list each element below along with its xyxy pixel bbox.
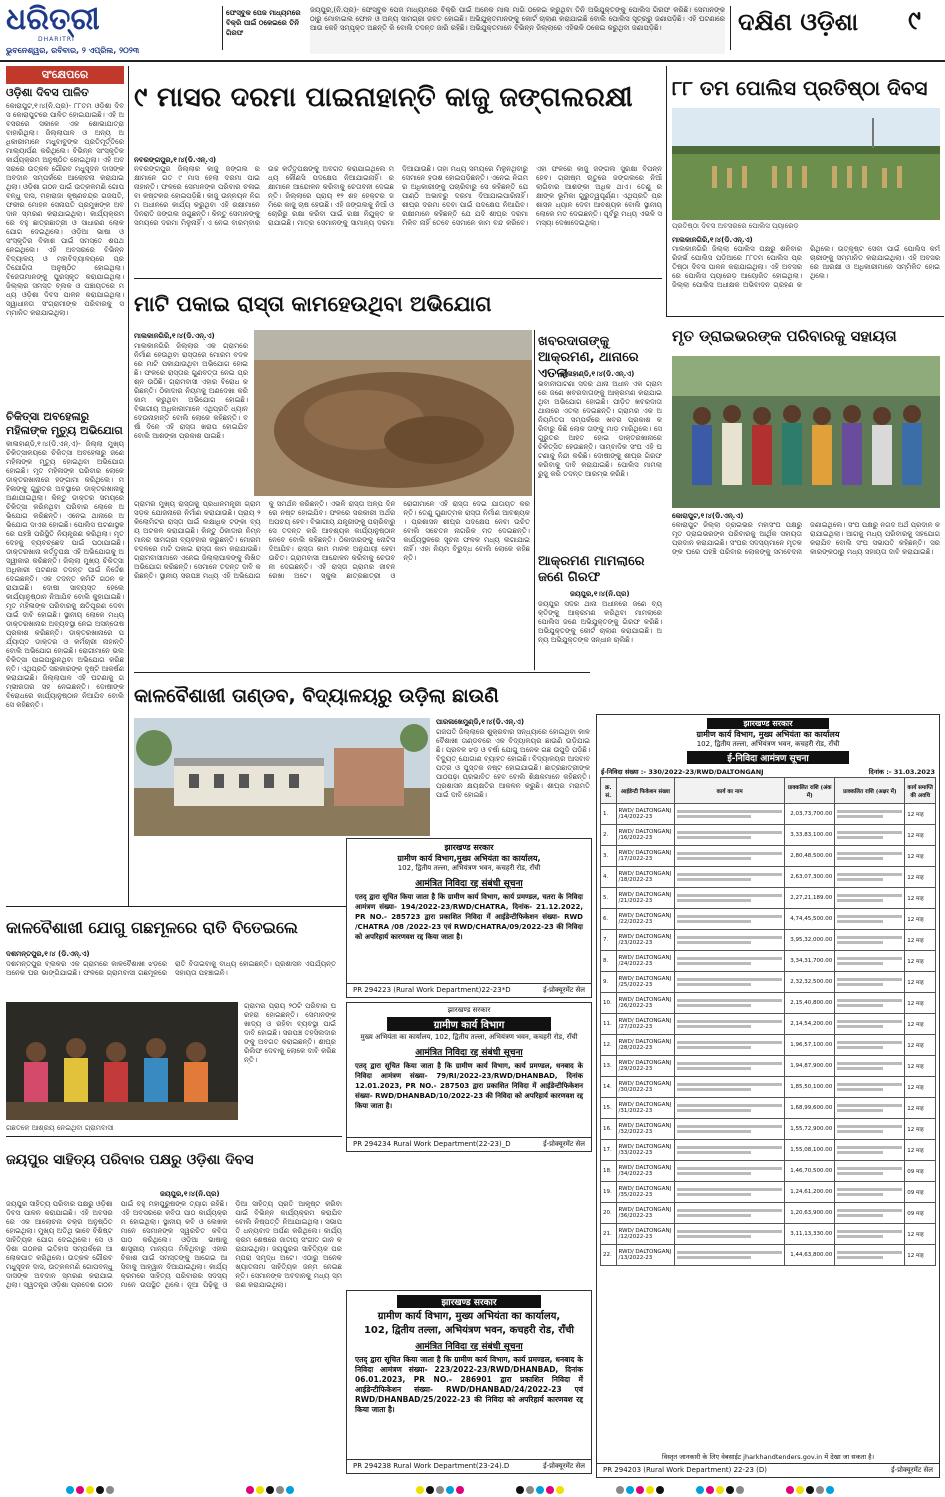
registration-dot [526, 1486, 534, 1494]
table-cell: 5. [601, 888, 617, 909]
table-cell [675, 825, 785, 846]
table-cell [675, 1119, 785, 1140]
table-cell: 2,32,32,500.00 [785, 972, 835, 993]
tender-table [600, 777, 936, 1266]
table-cell: 19. [601, 1182, 617, 1203]
table-cell [675, 1098, 785, 1119]
table-cell: 20. [601, 1203, 617, 1224]
arrest-headline[interactable]: ଆକ୍ରମଣ ମାମଲାରେ ଜଣେ ଗିରଫ [538, 554, 645, 585]
tender3-addr: 102, द्वितीय तल्ला, अभियंत्रण भवन, कचहरी रोड, राँची [363, 1325, 575, 1336]
table-header-cell: कार्य का नाम [675, 778, 785, 804]
police-body: ମାଲକାନଗିରି ଜିଲ୍ଲା ପୋଲିସ ପକ୍ଷରୁ ଶନିବାର ରିଜର୍ଭ ପୋଲିସ ପଡ଼ିଆରେ ୮୮ତମ ପୋଲିସ ପ୍ରତିଷ୍ଠା ଦିବସ ପାଳନ କରାଯାଇଥିଲା। ଏହି ଅବସରରେ ପୋଲିସ ପ୍ୟାରେଡ଼ ଆୟୋଜିତ ହୋଇଥିଲା। ଜିଲ୍ଲା ପୋଲିସ ଅଧୀକ୍ଷକ ଅଭିବାଦନ ଗ୍ରହଣ କରିଥିଲେ। ଉତ୍କୃଷ୍ଟ ସେବା ପାଇଁ ପୋଲିସ କର୍ମଚାରୀଙ୍କୁ ସମ୍ମାନିତ କରାଯାଇଥିଲା। ଏହି ଅବସରରେ ଆରକ୍ଷୀ ଓ ଅଧିକାରୀମାନେ ସମ୍ମିଳିତ ହୋଇଥିଲେ। [672, 245, 940, 289]
table-cell: 09 माह [905, 1161, 936, 1182]
table-cell [675, 1077, 785, 1098]
sidebar-label: ସଂକ୍ଷେପରେ [6, 66, 124, 84]
table-header-cell: आईडेन्टी फिकेशन संख्या [616, 778, 675, 804]
table-cell: 13. [601, 1056, 617, 1077]
tender2-title: आमंत्रित निविदा रद्द संबंधी सूचना [415, 1048, 523, 1058]
table-cell: 3,95,32,000.00 [785, 930, 835, 951]
table-cell: 1,44,63,800.00 [785, 1245, 835, 1266]
section-title: ଦକ୍ଷିଣ ଓଡ଼ିଶା [738, 8, 859, 36]
big-dept: ग्रामीण कार्य विभाग, मुख्य अभियंता का कार्यालय [696, 730, 840, 739]
table-cell: 2,80,48,500.00 [785, 846, 835, 867]
tender2-dept: ग्रामीण कार्य विभाग [387, 1017, 551, 1031]
table-cell: 12 माह [905, 804, 936, 825]
table-cell [835, 930, 905, 951]
table-row [601, 1161, 936, 1182]
registration-dot [786, 1486, 794, 1494]
tender1-dept: ग्रामीण कार्य विभाग,मुख्य अभियंता का कार्यालय, [397, 854, 541, 863]
table-cell [675, 951, 785, 972]
table-cell: 4. [601, 867, 617, 888]
table-cell: 12 माह [905, 951, 936, 972]
table-header-cell: प्राक्कलित राशि (अंक में) [785, 778, 835, 804]
table-cell [675, 804, 785, 825]
table-cell: 4,74,45,500.00 [785, 909, 835, 930]
table-cell: 12 माह [905, 1035, 936, 1056]
table-cell: 6. [601, 909, 617, 930]
table-cell: 8. [601, 951, 617, 972]
table-cell [835, 1119, 905, 1140]
table-cell: 9. [601, 972, 617, 993]
table-cell: 1,85,50,100.00 [785, 1077, 835, 1098]
table-cell [675, 993, 785, 1014]
table-cell: 12 माह [905, 1056, 936, 1077]
table-cell: 12 माह [905, 972, 936, 993]
sidebar-item2-body: କାଳାହାଣ୍ଡି,୧।୪(ଡି.ଏନ୍.ଏ)- ଜିଲ୍ଲା ମୁଖ୍ୟ ଚିକିତ୍ସାଳୟରେ ଚିକିତ୍ସା ଅବହେଳାରୁ ଜଣେ ମହିଳାଙ୍କ ମୃତ୍ୟୁ ହୋଇଥିବା ଅଭିଯୋଗ ହୋଇଛି। ମୃତ ମହିଳାଙ୍କ ପରିବାର ଲୋକେ ଡାକ୍ତରଖାନାରେ ହଙ୍ଗାମା କରିଥିଲେ। ମହିଳାଙ୍କୁ ଗୁରୁତର ଅବସ୍ଥାରେ ଡାକ୍ତରଖାନାକୁ ଅଣାଯାଇଥିଲା। କିନ୍ତୁ ଡାକ୍ତର ସମୟରେ ଚିକିତ୍ସା କରିନଥିବା ପରିବାର ଲୋକେ ଅଭିଯୋଗ କରିଛନ୍ତି। ଏନେଇ ଥାନାରେ ଅଭିଯୋଗ ଦାଏର ହୋଇଛି। ପୋଲିସ ଘଟଣାସ୍ଥଳରେ ପହଞ୍ଚି ପରିସ୍ଥିତି ନିୟନ୍ତ୍ରଣ କରିଥିଲା। ମୃତଦେହକୁ ବ୍ୟବଚ୍ଛେଦ ପାଇଁ ପଠାଯାଇଛି। ଡାକ୍ତରଖାନା କର୍ତ୍ତୃପକ୍ଷ ଏହି ଅଭିଯୋଗକୁ ଅସ୍ୱୀକାର କରିଛନ୍ତି। ଜିଲ୍ଲା ମୁଖ୍ୟ ଚିକିତ୍ସା ଅଧିକାରୀ ଘଟଣାର ତଦନ୍ତ ପାଇଁ ନିର୍ଦ୍ଦେଶ ଦେଇଛନ୍ତି। ଏକ ତଦନ୍ତ କମିଟି ଗଠନ କରାଯାଇଛି। ଦୋଷୀ ସାବ୍ୟସ୍ତ ହେଲେ କାର୍ଯ୍ୟାନୁଷ୍ଠାନ ନିଆଯିବ ବୋଲି କୁହାଯାଇଛି। ମୃତ ମହିଳାଙ୍କ ପରିବାରକୁ କ୍ଷତିପୂରଣ ଦେବା ପାଇଁ ଦାବି ହୋଇଛି। ସ୍ଥାନୀୟ ଲୋକେ ମଧ୍ୟ ଡାକ୍ତରଖାନାର ଅବ୍ୟବସ୍ଥା ନେଇ ଅସନ୍ତୋଷ ପ୍ରକାଶ କରିଛନ୍ତି। ଡାକ୍ତରଖାନାରେ ପର୍ଯ୍ୟାପ୍ତ ଡାକ୍ତର ଓ କର୍ମଚାରୀ ନାହାନ୍ତି ବୋଲି ଅଭିଯୋଗ ହୋଇଛି। ରୋଗୀମାନେ ଭଲ ଚିକିତ୍ସା ପାଇପାରୁନଥିବା ଅଭିଯୋଗ କରିଛନ୍ତି। ଏଥିପ୍ରତି ସରକାରଙ୍କ ଦୃଷ୍ଟି ଆକର୍ଷଣ କରାଯାଇଛି। ଜିଲ୍ଲାପାଳ ଏହି ଘଟଣାକୁ ଗମ୍ଭୀରତାର ସହ ନେଇଛନ୍ତି। ଦୋଷୀଙ୍କ ବିରୋଧରେ କାର୍ଯ୍ୟାନୁଷ୍ଠାନ ନିଆଯିବ ବୋଲି ସେ କହିଛନ୍ତି। [6, 440, 124, 709]
tree-dateline: ଦଶମନ୍ତପୁର,୧।୪ (ଡି.ଏନ୍.ଏ) [6, 950, 90, 958]
tender2-govt: झारखण्ड सरकार [447, 1006, 491, 1014]
registration-dot [816, 1486, 824, 1494]
table-cell [835, 1245, 905, 1266]
registration-dot [106, 1486, 114, 1494]
driver-body: କୋରାପୁଟ ଜିଲ୍ଲା ଡ୍ରାଇଭର ମହାସଂଘ ପକ୍ଷରୁ ମୃତ ଡ୍ରାଇଭରଙ୍କ ପରିବାରକୁ ଆର୍ଥିକ ସହାୟତା ପ୍ରଦାନ କରାଯାଇଛି। ସଂଘର ସଦସ୍ୟମାନେ ମୃତକଙ୍କ ଘରେ ପହଞ୍ଚି ପରିବାର ଲୋକଙ୍କୁ ସମବେଦନା ଜଣାଇଥିଲେ। ସଂଘ ପକ୍ଷରୁ ନଗଦ ଅର୍ଥ ପ୍ରଦାନ କରାଯାଇଥିଲା। ଆଗକୁ ମଧ୍ୟ ପରିବାରକୁ ସହଯୋଗ କରାଯିବ ବୋଲି ସଂଘ ସଭାପତି କହିଛନ୍ତି। ସରକାରଙ୍କଠାରୁ ମଧ୍ୟ ସହାୟତା ଦାବି କରାଯାଇଛି। [672, 521, 940, 556]
table-cell: 21. [601, 1224, 617, 1245]
tender-notice-big [596, 714, 940, 1478]
table-cell: 12 माह [905, 1224, 936, 1245]
registration-dot [276, 1486, 284, 1494]
registration-dot [416, 1486, 424, 1494]
table-cell: 09 माह [905, 1203, 936, 1224]
big-govt: झारखण्ड सरकार [707, 718, 829, 729]
registration-dot [636, 1486, 644, 1494]
soil-photo [254, 330, 532, 496]
table-cell: 1,46,70,500.00 [785, 1161, 835, 1182]
print-registration-bar [0, 1482, 945, 1497]
table-cell: 2,14,54,200.00 [785, 1014, 835, 1035]
table-cell: RWD/ DALTONGANJ /29/2022-23 [616, 1056, 675, 1077]
table-row [601, 993, 936, 1014]
table-cell [835, 1161, 905, 1182]
table-row [601, 1077, 936, 1098]
table-cell [675, 1014, 785, 1035]
table-cell [675, 846, 785, 867]
table-cell [835, 1224, 905, 1245]
registration-dot [696, 1486, 704, 1494]
dateline: ଭୁବନେଶ୍ୱର, ରବିବାର, ୨ ଏପ୍ରିଲ, ୨୦୨୩ [6, 46, 140, 55]
table-row [601, 804, 936, 825]
table-cell: RWD/ DALTONGANJ /26/2022-23 [616, 993, 675, 1014]
table-cell [835, 993, 905, 1014]
big-date: दिनांक :- 31.03.2023 [868, 768, 935, 776]
table-cell [675, 1224, 785, 1245]
table-cell: 3,11,13,330.00 [785, 1224, 835, 1245]
tree-body: ଦଶମନ୍ତପୁର ବ୍ଲକର ଏକ ଗ୍ରାମରେ କାଳବୈଶାଖୀ ଝଡ଼ରେ ଅନେକ ଘର ଭାଙ୍ଗିଯାଇଛି। ଫଳରେ ଗ୍ରାମବାସୀ ଗଛମୂଳରେ ରାତି ବିତାଇବାକୁ ବାଧ୍ୟ ହୋଇଛନ୍ତି। ପ୍ରଶାସନ ଏପର୍ଯ୍ୟନ୍ତ ସହାୟତା ପହଞ୍ଚାଇନି। [6, 960, 336, 977]
arrest-body: ଜୟପୁର ସଦର ଥାନା ଅଧୀନରେ ଜଣେ ବ୍ୟକ୍ତିଙ୍କୁ ଆକ୍ରମଣ କରିଥିବା ମାମଲାରେ ପୋଲିସ ଜଣେ ଅଭିଯୁକ୍ତଙ୍କୁ ଗିରଫ କରିଛି। ଅଭିଯୁକ୍ତଙ୍କୁ କୋର୍ଟ ଚାଲାଣ କରାଯାଇଛି। ଅନ୍ୟ ଅଭିଯୁକ୍ତଙ୍କ ସନ୍ଧାନ ଚାଲିଛି। [538, 600, 662, 644]
table-cell: 12. [601, 1035, 617, 1056]
tender-notice-3 [346, 1290, 592, 1474]
table-cell [835, 972, 905, 993]
tender1-body: एतद् द्वारा सूचित किया जाता है कि ग्रामीण कार्य विभाग, कार्य प्रमण्डल, चतरा के निविदा आमंत्रण संख्या- 194/2022-23/RWD/CHATRA, दिनांक- 21.12.2022, PR NO.- 285723 द्वारा प्रकाशित निविदा में आईडेन्टीफिकेशन संख्या- RWD /CHATRA /08 /2022-23 एवं RWD/CHATRA/09/2022-23 की निविदा को अपरिहार्य कारणवश रद्द किया जाता है। [355, 893, 583, 941]
table-cell: 1,68,99,600.00 [785, 1098, 835, 1119]
attack-headline[interactable]: ଖବରଦାତାଙ୍କୁ ଆକ୍ରମଣ, ଥାନାରେ ଏତଲା [538, 334, 639, 381]
table-cell: RWD/ DALTONGANJ /35/2022-23 [616, 1182, 675, 1203]
driver-dateline: କୋରାପୁଟ,୧।୪(ଡି.ଏନ୍.ଏ) [672, 512, 744, 520]
registration-dot [426, 1486, 434, 1494]
registration-dot [76, 1486, 84, 1494]
registration-dot [546, 1486, 554, 1494]
logo: ଧରିତ୍ରୀ [6, 2, 100, 37]
tender1-pr: PR 294223 (Rural Work Department)22-23*D [353, 986, 511, 994]
table-row [601, 1098, 936, 1119]
table-row [601, 951, 936, 972]
table-cell: 12 माह [905, 825, 936, 846]
driver-photo [672, 356, 940, 508]
table-header-cell: प्राक्कलित राशि (अक्षर में) [835, 778, 905, 804]
table-cell: 17. [601, 1140, 617, 1161]
tender2-body: एतद् द्वारा सूचित किया जाता है कि ग्रामीण कार्य विभाग, कार्य प्रमण्डल, धनबाद के निविदा आमंत्रण संख्या- 79/RI/2022-23/RWD/DHANBAD, दिनांक 12.01.2023, PR NO.- 287503 द्वारा प्रकाशित निविदा में आईडेन्टीफिकेशन संख्या- RWD/DHANBAD/10/2022-23 की निविदा को अपरिहार्य कारणवश रद्द किया जाता है। [355, 1062, 583, 1110]
registration-dot [706, 1486, 714, 1494]
table-row [601, 888, 936, 909]
table-cell: 3. [601, 846, 617, 867]
big-website[interactable]: विस्तृत जानकारी के लिए वेबसाईट jharkhandtenders.gov.in में देखा जा सकता है। [661, 1453, 875, 1461]
table-header-cell: कार्य समाप्ति की अवधि [905, 778, 936, 804]
table-row [601, 1203, 936, 1224]
table-cell [675, 1035, 785, 1056]
registration-dot [796, 1486, 804, 1494]
big-title: ई-निविदा आमंत्रण सूचना [687, 751, 849, 764]
registration-dot [626, 1486, 634, 1494]
soil-body-2: ଗ୍ରାମର ମୁଖ୍ୟ ରାସ୍ତାକୁ ପ୍ରଧାନମନ୍ତ୍ରୀ ଗ୍ରାମ ସଡ଼କ ଯୋଜନାରେ ନିର୍ମାଣ କରାଯାଉଛି। ପ୍ରାୟ ୨ କିଲୋମିଟର ରାସ୍ତା ପାଇଁ ଲକ୍ଷାଧିକ ଟଙ୍କା ବ୍ୟୟ ଅଟକଳ କରାଯାଇଛି। କିନ୍ତୁ ଠିକାଦାର ନିମ୍ନମାନର ସାମଗ୍ରୀ ବ୍ୟବହାର କରୁଛନ୍ତି। ମୋରମ ବଦଳରେ ମାଟି ପକାଇ ରାସ୍ତା କାମ କରାଯାଉଛି। ଗ୍ରାମବାସୀମାନେ ଏନେଇ ଜିଲ୍ଲାପାଳଙ୍କୁ ଲିଖିତ ଅଭିଯୋଗ କରିଛନ୍ତି। ସେମାନେ ତଦନ୍ତ ଦାବି କରିଛନ୍ତି। ସ୍ଥାନୀୟ ସରପଞ୍ଚ ମଧ୍ୟ ଏହି ଅଭିଯୋଗକୁ ସମର୍ଥନ କରିଛନ୍ତି। ଏଭଳି ରାସ୍ତା ଅଳ୍ପ ଦିନରେ ନଷ୍ଟ ହୋଇଯିବ। ଫଳରେ ସରକାରୀ ଅର୍ଥର ଅପଚୟ ହେବ। ବିଭାଗୀୟ ଯନ୍ତ୍ରୀଙ୍କୁ ପଚାରିବାରୁ ସେ ତଦନ୍ତ କରି ଆବଶ୍ୟକ କାର୍ଯ୍ୟାନୁଷ୍ଠାନ ନେବେ ବୋଲି କହିଛନ୍ତି। ଠିକାଦାରଙ୍କୁ ନୋଟିସ ଦିଆଯିବ। ରାସ୍ତା କାମ ମାନକ ଅନୁଯାୟୀ ହେବା ଉଚିତ। ଗ୍ରାମବାସୀ ଆନ୍ଦୋଳନ କରିବାକୁ ଚେତାବନୀ ଦେଇଛନ୍ତି। ଏହି ରାସ୍ତା ଗ୍ରାମର ଜୀବନରେଖା ଅଟେ। ସ୍କୁଲ ଛାତ୍ରଛାତ୍ରୀ ଓ ରୋଗୀମାନେ ଏହି ରାସ୍ତା ଦେଇ ଯାତାୟତ କରନ୍ତି। ତେଣୁ ଗୁଣାତ୍ମକ ରାସ୍ତା ନିର୍ମାଣ ଆବଶ୍ୟକ। ପ୍ରଶାସନ ଶୀଘ୍ର ପଦକ୍ଷେପ ନେବା ଉଚିତ ବୋଲି ସଚେତନ ନାଗରିକ ମତ ଦେଇଛନ୍ତି। କାର୍ଯ୍ୟସ୍ଥଳରେ ସୂଚନା ଫଳକ ମଧ୍ୟ ଲଗାଯାଇନାହିଁ। ଏହା ନିୟମ ବିରୁଦ୍ଧ ବୋଲି ଲୋକେ କହିଛନ୍ତି। [134, 500, 530, 580]
table-cell [675, 1056, 785, 1077]
tender3-sign: ई-प्रोक्यूरमेंट सेल [543, 1462, 585, 1470]
table-row [601, 1140, 936, 1161]
page-number: ୯ [908, 6, 921, 36]
table-row [601, 1119, 936, 1140]
table-cell: 14. [601, 1077, 617, 1098]
tender1-govt: झारखण्ड सरकार [444, 843, 494, 852]
lit-headline[interactable]: ଜୟପୁର ସାହିତ୍ୟ ପରିବାର ପକ୍ଷରୁ ଓଡ଼ିଶା ଦିବସ [6, 1152, 254, 1168]
registration-dot [536, 1486, 544, 1494]
table-cell: 11. [601, 1014, 617, 1035]
table-cell [835, 867, 905, 888]
table-row [601, 909, 936, 930]
table-row [601, 972, 936, 993]
police-photo [672, 108, 940, 220]
registration-dot [266, 1486, 274, 1494]
table-cell: 3,34,31,700.00 [785, 951, 835, 972]
attack-dateline: କାଳାହାଣ୍ଡି,୧।୪(ଡି.ଏନ୍.ଏ) [560, 370, 635, 378]
table-cell: RWD/ DALTONGANJ /30/2022-23 [616, 1077, 675, 1098]
table-cell: RWD/ DALTONGANJ /21/2022-23 [616, 888, 675, 909]
tender3-body: एतद् द्वारा सूचित किया जाता है कि ग्रामीण कार्य विभाग, कार्य प्रमण्डल, धनबाद के निविदा आमंत्रण संख्या- 223/2022-23/RWD/DHANBAD, दिनांक 06.01.2023, PR NO.- 286901 द्वारा प्रकाशित निविदा में आईडेन्टीफिकेशन संख्या- RWD/DHANBAD/24/2022-23 एवं RWD/DHANBAD/25/2022-23 की निविदा को अपरिहार्य कारणवश रद्द किया जाता है। [355, 1355, 583, 1414]
soil-headline[interactable]: ମାଟି ପକାଇ ରାସ୍ତା କାମହେଉଥିବା ଅଭିଯୋଗ [134, 292, 492, 316]
registration-dot [826, 1486, 834, 1494]
table-cell: 12 माह [905, 1245, 936, 1266]
lit-body: ଜୟପୁର ସାହିତ୍ୟ ପରିବାର ପକ୍ଷରୁ ଓଡ଼ିଶା ଦିବସ ପାଳନ କରାଯାଇଛି। ଏହି ଅବସରରେ ଏକ ଆଲୋଚନା ଚକ୍ର ଅନୁଷ୍ଠିତ ହୋଇଥିଲା। ମୁଖ୍ୟ ଅତିଥି ଭାବେ ବିଶିଷ୍ଟ ସାହିତ୍ୟିକ ଯୋଗ ଦେଇଥିଲେ। ସେ ଓଡ଼ିଶା ଗଠନର ଇତିହାସ ସମ୍ପର୍କରେ ଆଲୋକପାତ କରିଥିଲେ। ଉତ୍କଳ ଗୌରବ ମଧୁସୂଦନ ଦାସ, ଉତ୍କଳମଣି ଗୋପବନ୍ଧୁ ଦାସଙ୍କ ଅବଦାନ ସ୍ମରଣ କରାଯାଇଥିଲା। ସ୍ୱତନ୍ତ୍ର ଓଡ଼ିଶା ପ୍ରଦେଶ ଗଠନ ପାଇଁ ବହୁ ମହାପୁରୁଷଙ୍କ ତ୍ୟାଗ ରହିଛି। ଏହି ଅବସରରେ କବିତା ପାଠ କାର୍ଯ୍ୟକ୍ରମ ହୋଇଥିଲା। ସ୍ଥାନୀୟ କବି ଓ ଲେଖକମାନେ ସେମାନଙ୍କ ସ୍ୱରଚିତ କବିତା ପାଠ କରିଥିଲେ। ଓଡ଼ିଆ ଭାଷାକୁ ଶାସ୍ତ୍ରୀୟ ମାନ୍ୟତା ମିଳିଥିବାରୁ ଏହାର ବିକାଶ ପାଇଁ ସମସ୍ତଙ୍କୁ ଆଗେଇ ଆସିବାକୁ ଆହ୍ୱାନ ଦିଆଯାଇଥିଲା। କାର୍ଯ୍ୟକ୍ରମରେ ସାହିତ୍ୟ ପରିବାରର ସଦସ୍ୟମାନେ ଉପସ୍ଥିତ ଥିଲେ। ନୂଆ ପିଢ଼ିକୁ ଓଡ଼ିଆ ସାହିତ୍ୟ ପ୍ରତି ଆକୃଷ୍ଟ କରିବା ପାଇଁ ବିଭିନ୍ନ କାର୍ଯ୍ୟକ୍ରମ କରାଯିବ ବୋଲି ନିଷ୍ପତ୍ତି ନିଆଯାଇଥିଲା। ସଭାପତି ଧନ୍ୟବାଦ ଅର୍ପଣ କରିଥିଲେ। କାର୍ଯ୍ୟକ୍ରମ ଶେଷରେ ଜାତୀୟ ସଂଗୀତ ଗାନ କରାଯାଇଥିଲା। ଜୟପୁରର ସାହିତ୍ୟିକ ପରମ୍ପରା ସମୃଦ୍ଧ ଅଟେ। ଏଠାରୁ ଅନେକ ଖ୍ୟାତନାମା ସାହିତ୍ୟିକ ଜନ୍ମ ନେଇଛନ୍ତି। ସେମାନଙ୍କ ଅବଦାନକୁ ମଧ୍ୟ ସ୍ମରଣ କରାଯାଇଥିଲା। [6, 1200, 342, 1289]
table-cell [835, 888, 905, 909]
tender1-title: आमंत्रित निविदा रद्द संबंधी सूचना [415, 879, 523, 889]
table-cell [835, 825, 905, 846]
table-cell [835, 1203, 905, 1224]
registration-dot [556, 1486, 564, 1494]
table-cell: RWD/ DALTONGANJ /13/2022-23 [616, 1245, 675, 1266]
registration-dot [436, 1486, 444, 1494]
masthead [0, 0, 945, 62]
table-cell: 22. [601, 1245, 617, 1266]
table-cell [675, 1182, 785, 1203]
tender3-title: आमंत्रित निविदा रद्द संबंधी सूचना [415, 1342, 523, 1352]
tender1-addr: 102, द्वितीय तल्ला, अभियंत्रण भवन, कचहरी रोड, राँची [397, 864, 541, 872]
table-cell: 1,20,63,900.00 [785, 1203, 835, 1224]
tree-caption: ଗଛତଳେ ଆଶ୍ରୟ ନେଇଥିବା ଗ୍ରାମବାସୀ [6, 1124, 114, 1132]
tender-notice-2 [346, 1002, 592, 1152]
registration-dot [286, 1486, 294, 1494]
table-row [601, 1035, 936, 1056]
storm-photo [134, 718, 430, 836]
registration-dot [736, 1486, 744, 1494]
table-row [601, 867, 936, 888]
arrest-dateline: ଜୟପୁର,୧।୪(ନି.ପ୍ର) [570, 590, 630, 598]
table-row [601, 1014, 936, 1035]
table-cell [835, 846, 905, 867]
table-cell: 1. [601, 804, 617, 825]
table-cell: 1,96,57,100.00 [785, 1035, 835, 1056]
table-row [601, 846, 936, 867]
tender1-sign: ई-प्रोक्यूरमेंट सेल [543, 986, 585, 994]
table-cell [835, 1077, 905, 1098]
table-row [601, 825, 936, 846]
table-cell: RWD/ DALTONGANJ /33/2022-23 [616, 1140, 675, 1161]
table-cell: 1,24,61,200.00 [785, 1182, 835, 1203]
tender3-pr: PR 294238 Rural Work Department(23-24).D [353, 1462, 510, 1470]
police-caption: ପ୍ରତିଷ୍ଠା ଦିବସ ଅବସରରେ ପୋଲିସ ପ୍ୟାରେଡ଼ [672, 222, 799, 230]
table-cell [675, 972, 785, 993]
lead-body: ନବରଙ୍ଗପୁର ଜିଲ୍ଲାର କାଜୁ ଜଙ୍ଗଲ ରକ୍ଷୀମାନେ ଗତ ୯ ମାସ ହେଲା ଦରମା ପାଇନାହାନ୍ତି। ଫଳରେ ସେମାନଙ୍କ ପରିବାର ଚଳାଇବା କଷ୍ଟକର ହୋଇପଡ଼ିଛି। କାଜୁ ଉନ୍ନୟନ ନିଗମ ଅଧୀନରେ କାର୍ଯ୍ୟ କରୁଥିବା ଏହି ରକ୍ଷୀମାନେ ଦିନରାତି ଜଙ୍ଗଲ ଜଗୁଛନ୍ତି। କିନ୍ତୁ ସେମାନଙ୍କୁ ସମୟରେ ଦରମା ମିଳୁନାହିଁ। ଏ ନେଇ ବାରମ୍ବାର ଉଚ୍ଚ କର୍ତ୍ତୃପକ୍ଷଙ୍କୁ ଅବଗତ କରାଯାଇଥିଲେ ମଧ୍ୟ କୌଣସି ପଦକ୍ଷେପ ନିଆଯାଇନାହିଁ। ରକ୍ଷୀମାନେ ଆନ୍ଦୋଳନ କରିବାକୁ ଚେତାବନୀ ଦେଇଛନ୍ତି। ଜିଲ୍ଲାରେ ପ୍ରାୟ ୧୨ ଶହ ହେକ୍ଟର ଜମିରେ କାଜୁ ଚାଷ ହେଉଛି। ଏହି ଜଙ୍ଗଲକୁ ନିଆଁ ଓ ଚୋରିରୁ ରକ୍ଷା କରିବା ପାଇଁ ରକ୍ଷୀ ନିଯୁକ୍ତ କରାଯାଇଛି। ମାତ୍ର ସେମାନଙ୍କୁ ସାମାନ୍ୟ ଦରମା ଦିଆଯାଉଛି। ତାହା ମଧ୍ୟ ସମୟରେ ମିଳୁନଥିବାରୁ ସେମାନେ ହତାଶ ହୋଇପଡ଼ିଛନ୍ତି। ଏନେଇ ନିଗମର ଅଧିକାରୀଙ୍କୁ ପଚାରିବାରୁ ସେ କହିଛନ୍ତି ଯେ ପାଣ୍ଠି ଅଭାବରୁ ଦରମା ଦିଆଯାଇପାରିନାହିଁ। ଶୀଘ୍ର ଦରମା ଦେବା ପାଇଁ ପଦକ୍ଷେପ ନିଆଯିବ। ରକ୍ଷୀମାନେ କହିଛନ୍ତି ଯେ ଯଦି ଶୀଘ୍ର ଦରମା ମିଳିବ ନାହିଁ ତେବେ ସେମାନେ କାମ ବନ୍ଦ କରିବେ। ଏହା ଫଳରେ କାଜୁ ଜଙ୍ଗଲ ସୁରକ୍ଷା ବିପନ୍ନ ହେବ। ଗ୍ରୀଷ୍ମ ଋତୁରେ ଜଙ୍ଗଲରେ ନିଆଁ ଲାଗିବାର ଆଶଙ୍କା ଅଧିକ ଥାଏ। ତେଣୁ ରକ୍ଷୀଙ୍କ ଭୂମିକା ଗୁରୁତ୍ୱପୂର୍ଣ୍ଣ। ଏଥିପ୍ରତି ପ୍ରଶାସନ ଧ୍ୟାନ ଦେବା ଆବଶ୍ୟକ ବୋଲି ସ୍ଥାନୀୟ ଲୋକେ ମତ ଦେଇଛନ୍ତି। ପୂର୍ବରୁ ମଧ୍ୟ ଏଭଳି ସମସ୍ୟା ଦେଖାଦେଇଥିଲା। [134, 165, 662, 227]
table-cell [675, 930, 785, 951]
table-row [601, 930, 936, 951]
registration-dot [806, 1486, 814, 1494]
registration-dot [646, 1486, 654, 1494]
logo-sub: DHARITRI [38, 36, 75, 43]
registration-dot [246, 1486, 254, 1494]
lit-dateline: ଜୟପୁର,୧।୪(ନି.ପ୍ର) [160, 1190, 220, 1198]
table-cell: 12 माह [905, 909, 936, 930]
table-row [601, 1056, 936, 1077]
table-cell: 12 माह [905, 1014, 936, 1035]
table-cell: RWD/ DALTONGANJ /12/2022-23 [616, 1224, 675, 1245]
table-cell: RWD/ DALTONGANJ /22/2022-23 [616, 909, 675, 930]
registration-dot [516, 1486, 524, 1494]
table-cell [835, 1098, 905, 1119]
registration-dot [446, 1486, 454, 1494]
table-cell: 18. [601, 1161, 617, 1182]
table-cell [675, 867, 785, 888]
table-cell: 12 माह [905, 888, 936, 909]
table-cell: 2. [601, 825, 617, 846]
storm-headline[interactable]: କାଳବୈଶାଖୀ ତାଣ୍ଡବ, ବିଦ୍ୟାଳୟରୁ ଉଡ଼ିଲା ଛାଉଣି [134, 685, 499, 707]
storm-dateline: ପାରଳାଖେମୁଣ୍ଡି,୧।୪(ଡି.ଏନ୍.ଏ) [436, 718, 525, 726]
table-cell: 09 माह [905, 1182, 936, 1203]
table-cell [835, 1140, 905, 1161]
police-dateline: ମାଲକାନଗିରି,୧।୪(ଡି.ଏନ୍.ଏ) [672, 236, 753, 244]
table-cell: 2,27,21,189.00 [785, 888, 835, 909]
table-cell: 2,63,07,300.00 [785, 867, 835, 888]
registration-dot [656, 1486, 664, 1494]
table-cell: RWD/ DALTONGANJ /17/2022-23 [616, 846, 675, 867]
table-cell [835, 804, 905, 825]
tree-body-2: ଗ୍ରାମର ପ୍ରାୟ ୨୦ଟି ପରିବାର ଘରହରା ହୋଇଛନ୍ତି। ସେମାନଙ୍କ ଖାଦ୍ୟ ଓ ରହିବା ବ୍ୟବସ୍ଥା ପାଇଁ ଦାବି ହୋଇଛି। ସରପଞ୍ଚ ତହସିଲଦାରଙ୍କୁ ଅବଗତ କରାଇଛନ୍ତି। ଶୀଘ୍ର ରିଲିଫ ଦେବାକୁ ଲୋକେ ଦାବି କରିଛନ୍ତି। [244, 1002, 336, 1064]
big-sign: ई-प्रोक्यूरमेंट सेल [891, 1466, 933, 1474]
registration-dot [66, 1486, 74, 1494]
tender-notice-1 [346, 838, 592, 998]
table-cell: 12 माह [905, 1119, 936, 1140]
table-cell: RWD/ DALTONGANJ /16/2022-23 [616, 825, 675, 846]
table-cell: 1,94,87,900.00 [785, 1056, 835, 1077]
table-cell: 2,15,40,800.00 [785, 993, 835, 1014]
table-header-cell: क्र. सं. [601, 778, 617, 804]
table-cell [835, 1056, 905, 1077]
table-cell [675, 1140, 785, 1161]
table-cell [835, 1014, 905, 1035]
table-cell: RWD/ DALTONGANJ /27/2022-23 [616, 1014, 675, 1035]
attack-body: ଭବାନୀପାଟଣା ସଦର ଥାନା ଅଧୀନ ଏକ ଗ୍ରାମରେ ଜଣେ ଖବରଦାତାଙ୍କୁ ଆକ୍ରମଣ କରାଯାଇଥିବା ଅଭିଯୋଗ ହୋଇଛି। ପୀଡ଼ିତ ଖବରଦାତା ଥାନାରେ ଏତଲା ଦେଇଛନ୍ତି। ଗ୍ରାମର ଏକ ଅନିୟମିତତା ସମ୍ପର୍କରେ ଖବର ପ୍ରକାଶ କରିବାରୁ କିଛି ଲୋକ ତାଙ୍କୁ ମାଡ଼ ମାରିଥିଲେ। ସେ ଗୁରୁତର ଆହତ ହୋଇ ଡାକ୍ତରଖାନାରେ ଚିକିତ୍ସିତ ହେଉଛନ୍ତି। ସାମ୍ବାଦିକ ସଂଘ ଏହି ଘଟଣାକୁ ନିନ୍ଦା କରିଛି। ଦୋଷୀଙ୍କୁ ଶୀଘ୍ର ଗିରଫ କରିବାକୁ ଦାବି କରାଯାଇଛି। ପୋଲିସ ମାମଲା ରୁଜୁ କରି ତଦନ୍ତ ଆରମ୍ଭ କରିଛି। [538, 380, 662, 478]
promo-teaser[interactable]: ଫେସ୍ବୁକ ପେଜ ମାଧ୍ୟମରେ ବିକ୍ରି ପାଇଁ ଠକେଇରେ ତିନି ଗିରଫ [226, 9, 301, 37]
table-cell [675, 888, 785, 909]
table-cell [835, 951, 905, 972]
table-cell: 12 माह [905, 1077, 936, 1098]
tender2-sign: ई-प्रोक्यूरमेंट सेल [543, 1140, 585, 1148]
promo-body: ଜୟପୁର,(ନି.ପ୍ର)- ଫେସ୍ବୁକ ପେଜ ମାଧ୍ୟମରେ ବିକ୍ରି ପାଇଁ ଅନେକ ମାଲ ମାଗି ଠକେଇ କରୁଥିବା ତିନି ଅଭିଯୁକ୍ତଙ୍କୁ ପୋଲିସ ଗିରଫ କରିଛି। ସେମାନଙ୍କ ଠାରୁ ମୋବାଇଲ ଫୋନ ଓ ଅନ୍ୟ ସାମଗ୍ରୀ ଜବତ ହୋଇଛି। ଅଭିଯୁକ୍ତମାନଙ୍କୁ କୋର୍ଟ ଚାଲାଣ କରାଯାଇଛି ବୋଲି ପୋଲିସ ସୂତ୍ରରୁ ଜଣାପଡ଼ିଛି। ଏହି ଘଟଣାରେ ଆଉ କେହି ସମ୍ପୃକ୍ତ ଅଛନ୍ତି କି ବୋଲି ତଦନ୍ତ ଜାରି ରହିଛି। ଅଭିଯୁକ୍ତମାନେ ବିଭିନ୍ନ ଜିଲ୍ଲାରେ ଏହିଭଳି ଠକେଇ କରୁଥିବା ଜଣାପଡ଼ିଛି। [310, 6, 725, 54]
table-cell: 15. [601, 1098, 617, 1119]
sidebar-item2-head: ଚିକିତ୍ସା ଅବହେଳାରୁ ମହିଳାଙ୍କ ମୃତ୍ୟୁ ଅଭିଯୋଗ [6, 410, 123, 437]
tree-photo [6, 1002, 238, 1120]
table-cell: 16. [601, 1119, 617, 1140]
table-cell [835, 909, 905, 930]
table-row [601, 1245, 936, 1266]
table-cell: RWD/ DALTONGANJ /34/2022-23 [616, 1161, 675, 1182]
table-cell: RWD/ DALTONGANJ /28/2022-23 [616, 1035, 675, 1056]
table-cell: RWD/ DALTONGANJ /25/2022-23 [616, 972, 675, 993]
tender2-pr: PR 294234 Rural Work Department(22-23)_D [353, 1140, 511, 1148]
driver-headline[interactable]: ମୃତ ଡ୍ରାଇଭରଙ୍କ ପରିବାରକୁ ସହାୟତା [672, 327, 897, 345]
tender2-addr: मुख्य अभियंता का कार्यालय, 102, द्वितीय तल्ला, अभियंत्रण भवन, कचहरी रोड, राँची [360, 1033, 578, 1041]
table-cell: 10. [601, 993, 617, 1014]
registration-dot [86, 1486, 94, 1494]
table-cell: 1,55,08,100.00 [785, 1140, 835, 1161]
lead-dateline: ନବରଙ୍ଗପୁର,୧।୪(ଡି.ଏନ୍.ଏ) [134, 156, 217, 164]
storm-body: ଗଜପତି ଜିଲ୍ଲାରେ ଶୁକ୍ରବାର ସନ୍ଧ୍ୟାରେ ହୋଇଥିବା କାଳବୈଶାଖୀ ତାଣ୍ଡବରେ ଏକ ବିଦ୍ୟାଳୟର ଛାଉଣି ଉଡ଼ିଯାଇଛି। ପ୍ରବଳ ଝଡ଼ ଓ ବର୍ଷା ଯୋଗୁ ଅନେକ ଗଛ ଉପୁଡ଼ି ପଡ଼ିଛି। ବିଦ୍ୟୁତ୍ ଯୋଗାଣ ବ୍ୟାହତ ହୋଇଛି। ବିଦ୍ୟାଳୟର ଆସବାବପତ୍ର ଓ ପୁସ୍ତକ ନଷ୍ଟ ହୋଇଯାଇଛି। ଛାତ୍ରଛାତ୍ରୀଙ୍କ ପାଠପଢ଼ା ପ୍ରଭାବିତ ହେବ ବୋଲି ଶିକ୍ଷକମାନେ କହିଛନ୍ତି। ପ୍ରଶାସନ କ୍ଷୟକ୍ଷତିର ଆକଳନ କରୁଛି। ଶୀଘ୍ର ମରାମତି ପାଇଁ ଦାବି ହୋଇଛି। [436, 728, 590, 799]
registration-dot [96, 1486, 104, 1494]
table-cell: RWD/ DALTONGANJ /31/2022-23 [616, 1098, 675, 1119]
sidebar-item1-head: ଓଡ଼ିଶା ଦିବସ ପାଳିତ [6, 86, 89, 99]
table-row [601, 1182, 936, 1203]
tree-headline[interactable]: କାଳବୈଶାଖୀ ଯୋଗୁ ଗଛମୂଳରେ ରାତି ବିତେଇଲେ [6, 918, 298, 937]
table-cell: RWD/ DALTONGANJ /23/2022-23 [616, 930, 675, 951]
table-cell [835, 1182, 905, 1203]
table-cell: RWD/ DALTONGANJ /24/2022-23 [616, 951, 675, 972]
soil-dateline: ମାଲକାନଗିରି,୧।୪(ଡି.ଏନ୍.ଏ) [134, 332, 215, 340]
table-cell: 2,03,73,700.00 [785, 804, 835, 825]
registration-dot [726, 1486, 734, 1494]
table-cell: RWD/ DALTONGANJ /32/2022-23 [616, 1119, 675, 1140]
table-cell: 12 माह [905, 1098, 936, 1119]
table-cell: RWD/ DALTONGANJ /14/2022-23 [616, 804, 675, 825]
table-cell [675, 1161, 785, 1182]
lead-headline[interactable]: ୯ ମାସର ଦରମା ପାଇନାହାନ୍ତି କାଜୁ ଜଙ୍ଗଲରକ୍ଷୀ [134, 82, 633, 113]
table-cell: 7. [601, 930, 617, 951]
table-cell: 12 माह [905, 1140, 936, 1161]
table-cell: 12 माह [905, 846, 936, 867]
tender3-dept: ग्रामीण कार्य विभाग, मुख्य अभियंता का कार्यालय, [377, 1311, 561, 1322]
table-row [601, 1224, 936, 1245]
soil-body: ମାଲକାନଗିରି ଜିଲ୍ଲାର ଏକ ଗ୍ରାମରେ ନିର୍ମାଣ ହେଉଥିବା ରାସ୍ତାରେ ମୋରମ ବଦଳରେ ମାଟି ପକାଯାଉଥିବା ଅଭିଯୋଗ ହୋଇଛି। ଫଳରେ ରାସ୍ତାର ଗୁଣବତ୍ତା ନେଇ ପ୍ରଶ୍ନ ଉଠିଛି। ଗ୍ରାମବାସୀ ଏହାର ବିରୋଧ କରିଛନ୍ତି। ଠିକାଦାର ନିୟମକୁ ଅଣଦେଖା କରି କାମ କରୁଥିବା ଅଭିଯୋଗ ହୋଇଛି। ବିଭାଗୀୟ ଅଧିକାରୀମାନେ ଏଥିପ୍ରତି ଧ୍ୟାନ ଦେଉନାହାନ୍ତି ବୋଲି ଲୋକେ କହିଛନ୍ତି। ବର୍ଷା ଦିନେ ଏହି ରାସ୍ତା ଖରାପ ହୋଇଯିବ ବୋଲି ଆଶଙ୍କା ପ୍ରକାଶ ପାଇଛି। [134, 342, 248, 440]
registration-dot [256, 1486, 264, 1494]
table-cell [675, 1245, 785, 1266]
registration-dot [616, 1486, 624, 1494]
registration-dot [456, 1486, 464, 1494]
table-cell: RWD/ DALTONGANJ /18/2022-23 [616, 867, 675, 888]
table-cell: 1,55,72,900.00 [785, 1119, 835, 1140]
table-cell: 12 माह [905, 867, 936, 888]
sidebar-item1-body: କୋରାପୁଟ,୧।୪(ନି.ପ୍ର)- ୮୮ତମ ଓଡ଼ିଶା ଦିବସ କୋରାପୁଟରେ ପାଳିତ ହୋଇଯାଇଛି। ଏହି ଅବସରରେ ସକାଳେ ଏକ ଶୋଭାଯାତ୍ରା ବାହାରିଥିଲା। ଜିଲ୍ଲାପାଳ ଓ ଅନ୍ୟ ଅଧିକାରୀମାନେ ମଧୁବାବୁଙ୍କ ପ୍ରତିମୂର୍ତ୍ତିରେ ମାଲ୍ୟାର୍ପଣ କରିଥିଲେ। ବିଭିନ୍ନ ସାଂସ୍କୃତିକ କାର୍ଯ୍ୟକ୍ରମ ଅନୁଷ୍ଠିତ ହୋଇଥିଲା। ଏହି ଅବସରରେ ଉତ୍କଳ ଗୌରବ ମଧୁସୂଦନ ଦାସଙ୍କ ଅବଦାନ ସମ୍ପର୍କରେ ଆଲୋଚନା କରାଯାଇଥିଲା। ଓଡ଼ିଶା ଗଠନ ପାଇଁ ଉତ୍କଳମଣି ଗୋପବନ୍ଧୁ ଦାସ, ମହାରାଜା କୃଷ୍ଣଚନ୍ଦ୍ର ଗଜପତି, ଫକୀର ମୋହନ ସେନାପତି ପ୍ରମୁଖଙ୍କ ଅବଦାନ ସ୍ମରଣ କରାଯାଇଥିଲା। କାର୍ଯ୍ୟକ୍ରମରେ ବହୁ ଛାତ୍ରଛାତ୍ରୀ ଓ ସାଧାରଣ ଲୋକ ଯୋଗ ଦେଇଥିଲେ। ଓଡ଼ିଆ ଭାଷା ଓ ସଂସ୍କୃତିର ବିକାଶ ପାଇଁ ସମସ୍ତେ ଶପଥ ନେଇଥିଲେ। ଏହି ଅବସରରେ ବିଭିନ୍ନ ବିଦ୍ୟାଳୟ ଓ ମହାବିଦ୍ୟାଳୟରେ ପ୍ରତିଯୋଗିତା ଅନୁଷ୍ଠିତ ହୋଇଥିଲା। ବିଜେତାମାନଙ୍କୁ ପୁରସ୍କୃତ କରାଯାଇଥିଲା। ଜିଲ୍ଲାର ସମସ୍ତ ବ୍ଲକ ଓ ପଞ୍ଚାୟତରେ ମଧ୍ୟ ଓଡ଼ିଶା ଦିବସ ପାଳନ କରାଯାଇଥିଲା। ସ୍ୱାଧୀନତା ସଂଗ୍ରାମୀଙ୍କ ପରିବାରକୁ ସମ୍ମାନିତ କରାଯାଇଥିଲା। [6, 102, 124, 317]
table-cell [675, 909, 785, 930]
table-cell [835, 1035, 905, 1056]
big-pr: PR 294203 (Rural Work Department) 22-23 (D) [603, 1466, 767, 1474]
table-cell [675, 1203, 785, 1224]
big-addr: 102, द्वितीय तल्ला, अभियंत्रण भवन, कचहरी रोड, राँची [696, 740, 840, 748]
police-headline[interactable]: ୮୮ ତମ ପୋଲିସ ପ୍ରତିଷ୍ଠା ଦିବସ [672, 76, 928, 100]
registration-dot [716, 1486, 724, 1494]
tender3-govt: झारखण्ड सरकार [397, 1295, 541, 1308]
table-cell: 12 माह [905, 930, 936, 951]
big-ref: ई-निविदा संख्या :- 330/2022-23/RWD/DALTONGANJ [601, 768, 764, 776]
table-cell: 12 माह [905, 993, 936, 1014]
table-cell: 3,33,83,100.00 [785, 825, 835, 846]
table-cell: RWD/ DALTONGANJ /36/2022-23 [616, 1203, 675, 1224]
